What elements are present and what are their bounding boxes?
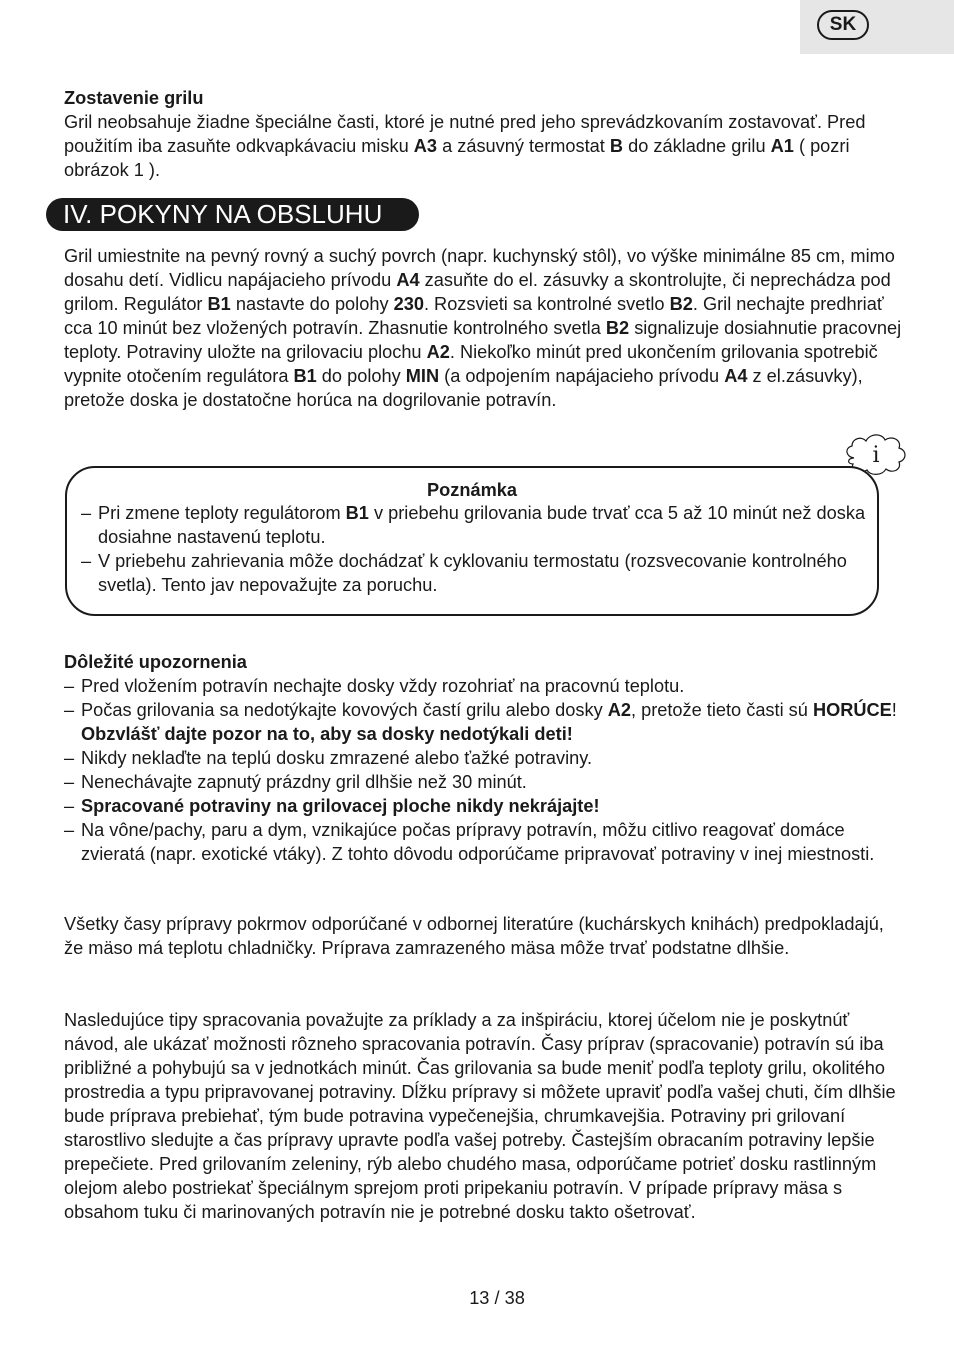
- bold-text: A3: [413, 136, 438, 156]
- warning-item: – Pred vložením potravín nechajte dosky vždy rozohriať na pracovnú teplotu.: [64, 676, 685, 696]
- bold-text: B1: [293, 366, 317, 386]
- note-item: – Pri zmene teploty regulátorom B1 v priebehu grilovania bude trvať cca 5 až 10 minút než doska dosiahne nastavenú teplotu.: [81, 503, 866, 547]
- text-run: . Niekoľko minút pred ukončením grilovania spotrebič vypnite otočením regulátora: [64, 342, 878, 386]
- warning-item: – Nenechávajte zapnutý prázdny gril dlhšie než 30 minút.: [64, 772, 527, 792]
- bold-text: A2: [426, 342, 450, 362]
- bold-text: HORÚCE: [812, 700, 892, 720]
- assembly-section: [64, 86, 904, 182]
- language-tab: [800, 0, 954, 54]
- warnings-section: [64, 650, 904, 866]
- assembly-heading: Zostavenie grilu: [64, 88, 204, 108]
- warning-item: – Počas grilovania sa nedotýkajte kovových častí grilu alebo dosky A2, pretože tieto časti sú HORÚCE! Obzvlášť dajte pozor na to, aby sa dosky nedotýkali deti!: [64, 700, 897, 744]
- text-run: . Gril nechajte predhriať cca 10 minút bez vložených potravín. Zhasnutie kontrolného svetla: [64, 294, 884, 338]
- note-title: Poznámka: [427, 480, 517, 500]
- text-run: z el.zásuvky), pretože doska je dostatočne horúca na dogrilovanie potravín.: [64, 366, 863, 410]
- text-run: a zásuvný termostat: [437, 136, 610, 156]
- text-run: zasuňte do el. zásuvky a skontrolujte, či neprechádza pod grilom. Regulátor: [64, 270, 891, 314]
- bold-text: B2: [605, 318, 630, 338]
- text-run: signalizuje dosiahnutie pracovnej teploty. Potraviny uložte na grilovaciu plochu: [64, 318, 902, 362]
- operation-section: [64, 244, 904, 412]
- bold-text: B: [609, 136, 624, 156]
- warning-item: – Nikdy neklaďte na teplú dosku zmrazené alebo ťažké potraviny.: [64, 748, 593, 768]
- bold-text: MIN: [405, 366, 440, 386]
- bold-text: 230: [393, 294, 424, 314]
- warnings-list: [64, 674, 904, 866]
- text-run: v priebehu grilovania bude trvať cca 5 až 10 minút než doska dosiahne nastavenú teplotu.: [98, 503, 866, 547]
- text-run: Nenechávajte zapnutý prázdny gril dlhšie než 30 minút.: [81, 772, 527, 792]
- text-run: V priebehu zahrievania môže dochádzať k cyklovaniu termostatu (rozsvecovanie kontrolného svetla). Tento jav nepovažujte za poruchu.: [98, 551, 847, 595]
- text-run: Počas grilovania sa nedotýkajte kovových častí grilu alebo dosky: [81, 700, 608, 720]
- warnings-heading: Dôležité upozornenia: [64, 652, 247, 672]
- times-paragraph: Všetky časy prípravy pokrmov odporúčané v odbornej literatúre (kuchárskych knihách) predpokladajú, že mäso má teplotu chladničky. Príprava zamrazeného mäsa môže trvať podstatne dlhšie.: [64, 914, 884, 958]
- text-run: Gril neobsahuje žiadne špeciálne časti, ktoré je nutné pred jeho sprevádzkovaním zostavovať. Pred použitím iba zasuňte odkvapkávaciu misku: [64, 112, 866, 156]
- text-run: Pri zmene teploty regulátorom: [98, 503, 346, 523]
- bold-text: B1: [345, 503, 369, 523]
- language-badge: SK: [817, 10, 869, 40]
- bold-text: A2: [607, 700, 631, 720]
- text-run: Pred vložením potravín nechajte dosky vždy rozohriať na pracovnú teplotu.: [81, 676, 685, 696]
- note-box: [65, 466, 879, 616]
- page-number: 13 / 38: [469, 1288, 525, 1308]
- operation-body: [64, 244, 904, 412]
- note-list: [81, 501, 871, 597]
- bold-text: A4: [396, 270, 420, 290]
- text-run: do polohy: [316, 366, 406, 386]
- bold-text: Obzvlášť dajte pozor na to, aby sa dosky nedotýkali deti!: [81, 724, 573, 744]
- bold-text: A4: [724, 366, 748, 386]
- text-run: do základne grilu: [623, 136, 771, 156]
- text-run: nastavte do polohy: [230, 294, 394, 314]
- text-run: Gril umiestnite na pevný rovný a suchý povrch (napr. kuchynský stôl), vo výške minimálne 85 cm, mimo dosahu detí. Vidlicu napájacieho prívodu: [64, 246, 895, 290]
- section-heading: IV. POKYNY NA OBSLUHU: [46, 198, 419, 231]
- text-run: (a odpojením napájacieho prívodu: [439, 366, 725, 386]
- text-run: Nikdy neklaďte na teplú dosku zmrazené alebo ťažké potraviny.: [81, 748, 593, 768]
- tips-paragraph: Nasledujúce tipy spracovania považujte za príklady a za inšpiráciu, ktorej účelom nie je poskytnúť návod, ale ukázať možnosti rôzneho spracovania potravín. Časy príprav (spracovanie) potravín sú iba približné a pohybujú sa v jednotkách minút. Čas grilovania sa bude meniť podľa teploty grilu, okolitého prostredia a typu pripravovanej potraviny. Dĺžku prípravy si môžete upraviť podľa vašej chuti, čím dlhšie bude príprava prebiehať, tým bude potravina vypečenejšia, chrumkavejšia. Potraviny pri grilovaní starostlivo sledujte a čas prípravy upravte podľa vašej potreby. Častejším obracaním potraviny lepšie prepečiete. Pred grilovaním zeleniny, rýb alebo chudého masa, odporúčame potrieť dosku rastlinným olejom alebo postriekať špeciálnym sprejom proti pripekaniu potravín. V prípade prípravy mäsa s obsahom tuku či marinovaných potravín nie je potrebné dosku takto ošetrovať.: [64, 1010, 896, 1222]
- text-run: Na vône/pachy, paru a dym, vznikajúce počas prípravy potravín, môžu citlivo reagovať domáce zvieratá (napr. exotické vtáky). Z tohto dôvodu odporúčame pripravovať potraviny v inej miestnosti.: [81, 820, 875, 864]
- text-run: , pretože tieto časti sú: [630, 700, 813, 720]
- warning-item: – Na vône/pachy, paru a dym, vznikajúce počas prípravy potravín, môžu citlivo reagovať domáce zvieratá (napr. exotické vtáky). Z tohto dôvodu odporúčame pripravovať potraviny v inej miestnosti.: [64, 820, 875, 864]
- text-run: !: [891, 700, 897, 720]
- text-run: ( pozri obrázok 1 ).: [64, 136, 850, 180]
- warning-item: – Spracované potraviny na grilovacej ploche nikdy nekrájajte!: [64, 796, 600, 816]
- bold-text: A1: [770, 136, 794, 156]
- tips-section: [64, 1008, 904, 1224]
- note-item: – V priebehu zahrievania môže dochádzať k cyklovaniu termostatu (rozsvecovanie kontrolného svetla). Tento jav nepovažujte za poruchu.: [81, 551, 847, 595]
- info-letter: i: [872, 443, 880, 468]
- bold-text: Spracované potraviny na grilovacej ploche nikdy nekrájajte!: [81, 796, 600, 816]
- bold-text: B2: [669, 294, 693, 314]
- assembly-body: [64, 110, 904, 182]
- text-run: . Rozsvieti sa kontrolné svetlo: [423, 294, 670, 314]
- bold-text: B1: [207, 294, 231, 314]
- times-section: [64, 912, 904, 960]
